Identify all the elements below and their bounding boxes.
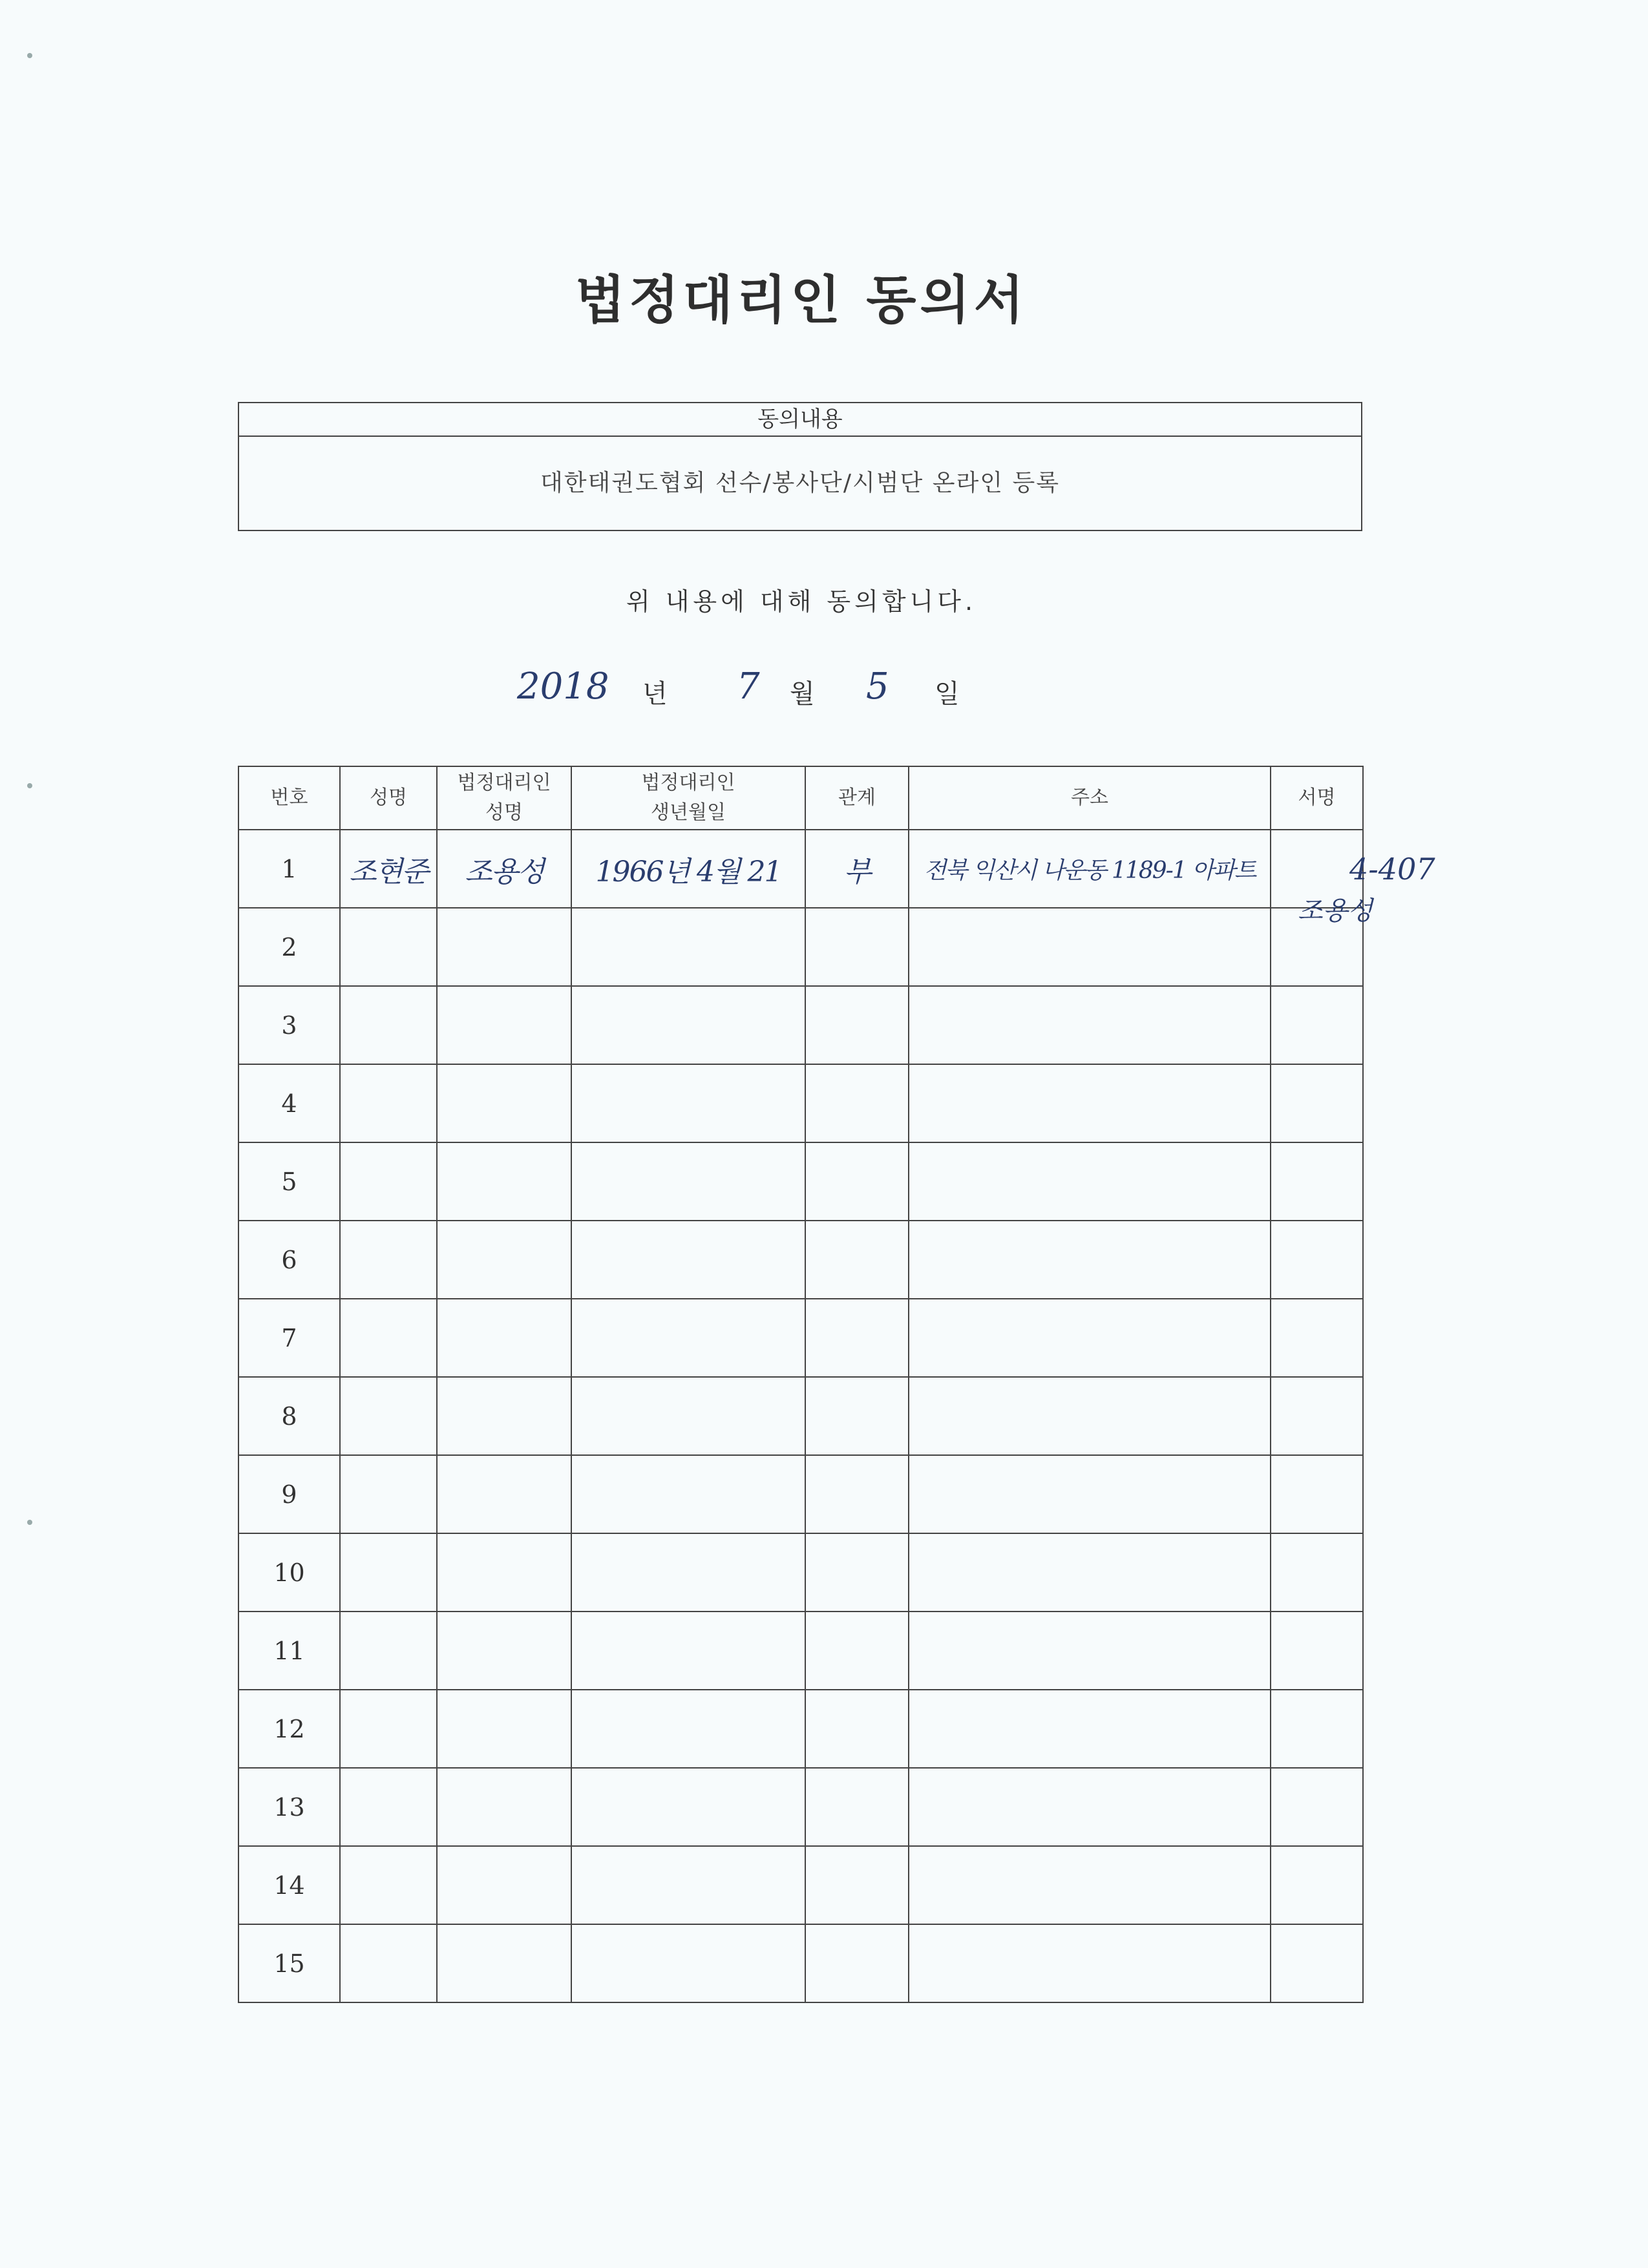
table-row [238,1690,1363,1768]
cell-guardian-name [437,1377,571,1455]
cell-guardian-name-text: 조용성 [465,855,544,888]
table-row [238,1299,1363,1377]
cell-name [340,1924,437,2002]
cell-relation [805,1064,909,1142]
header-guardian-birth [571,766,805,830]
cell-guardian-name [437,1064,571,1142]
table-row [238,1846,1363,1924]
cell-no: 9 [238,1455,340,1533]
cell-guardian-birth [571,1455,805,1533]
cell-signature [1271,986,1363,1064]
cell-guardian-birth [571,1846,805,1924]
cell-guardian-name [437,1612,571,1690]
cell-no: 1 [238,830,340,908]
cell-guardian-birth [571,1299,805,1377]
cell-name [340,1455,437,1533]
cell-relation [805,1377,909,1455]
cell-guardian-birth [571,1612,805,1690]
consent-heading: 동의내용 [239,403,1361,437]
header-address: 주소 [909,766,1271,830]
cell-signature [1271,1455,1363,1533]
table-row [238,1064,1363,1142]
date-year: 2018 [517,666,609,708]
cell-guardian-name [437,1299,571,1377]
signature-handwritten: 조용성 [1298,896,1373,926]
cell-address [909,1064,1271,1142]
cell-guardian-name [437,830,571,908]
cell-address [909,1924,1271,2002]
cell-address [909,1377,1271,1455]
cell-name-text: 조현준 [349,855,428,888]
cell-name [340,1690,437,1768]
cell-relation [805,1533,909,1612]
date-day: 5 [866,666,889,708]
cell-relation [805,830,909,908]
cell-guardian-name [437,986,571,1064]
cell-guardian-name [437,908,571,986]
document-title: 법정대리인 동의서 [575,270,1028,330]
scan-dot [27,783,32,788]
date-year-label: 년 [642,679,668,709]
cell-address [909,1299,1271,1377]
cell-relation [805,1142,909,1221]
cell-signature [1271,1612,1363,1690]
cell-relation [805,1455,909,1533]
cell-name [340,1533,437,1612]
cell-guardian-birth [571,1690,805,1768]
cell-address [909,1846,1271,1924]
cell-guardian-name [437,1533,571,1612]
table-row [238,1455,1363,1533]
cell-guardian-birth [571,1377,805,1455]
cell-no: 10 [238,1533,340,1612]
cell-relation [805,1221,909,1299]
table-row [238,986,1363,1064]
cell-name [340,1846,437,1924]
cell-no: 12 [238,1690,340,1768]
table-row [238,830,1363,908]
cell-relation [805,1924,909,2002]
cell-relation [805,1299,909,1377]
cell-guardian-name [437,1142,571,1221]
cell-guardian-birth [571,986,805,1064]
date-month: 7 [737,666,760,708]
cell-signature [1271,1768,1363,1846]
cell-address [909,986,1271,1064]
address-overflow-text: 4-407 [1349,852,1435,887]
cell-signature [1271,1064,1363,1142]
table-header-row [238,766,1363,830]
cell-no: 3 [238,986,340,1064]
cell-signature [1271,1924,1363,2002]
table-row [238,1377,1363,1455]
cell-guardian-birth [571,1064,805,1142]
cell-guardian-name [437,1455,571,1533]
consent-content: 대한태권도협회 선수/봉사단/시범단 온라인 등록 [540,470,1061,496]
cell-signature [1271,1690,1363,1768]
table-row [238,1612,1363,1690]
header-guardian-birth-line1: 법정대리인 [641,772,735,794]
header-guardian-birth-line2: 생년월일 [651,801,726,824]
table-row [238,1533,1363,1612]
header-guardian-name-line2: 성명 [485,801,523,824]
table-row [238,1768,1363,1846]
header-signature: 서명 [1271,766,1363,830]
cell-no: 4 [238,1064,340,1142]
cell-guardian-birth [571,1221,805,1299]
cell-name [340,1142,437,1221]
guardian-table [238,766,1364,2003]
cell-signature [1271,1377,1363,1455]
cell-address [909,1612,1271,1690]
cell-relation [805,1846,909,1924]
table-row [238,908,1363,986]
cell-guardian-name [437,1924,571,2002]
cell-address [909,1768,1271,1846]
cell-address [909,1142,1271,1221]
header-guardian-name [437,766,571,830]
cell-signature [1271,1142,1363,1221]
cell-name [340,1612,437,1690]
cell-address [909,830,1271,908]
cell-address [909,908,1271,986]
cell-signature [1271,1846,1363,1924]
cell-no: 13 [238,1768,340,1846]
agreement-text: 위 내용에 대해 동의합니다. [626,587,977,616]
cell-address [909,1533,1271,1612]
cell-relation [805,908,909,986]
header-no: 번호 [238,766,340,830]
cell-no: 2 [238,908,340,986]
header-name: 성명 [340,766,437,830]
table-row [238,1142,1363,1221]
scan-dot [27,53,32,58]
cell-name [340,1064,437,1142]
cell-name [340,830,437,908]
cell-no: 15 [238,1924,340,2002]
header-relation: 관계 [805,766,909,830]
date-month-label: 월 [790,679,815,709]
date-day-label: 일 [935,679,960,709]
cell-relation [805,1690,909,1768]
table-row [238,1924,1363,2002]
signature-overflow [1272,852,1543,936]
consent-box [238,402,1362,531]
cell-name [340,986,437,1064]
cell-guardian-birth [571,908,805,986]
header-guardian-name-line1: 법정대리인 [457,772,551,794]
cell-signature [1271,1299,1363,1377]
cell-signature [1271,1221,1363,1299]
cell-guardian-birth [571,830,805,908]
cell-relation-text: 부 [843,855,871,888]
cell-name [340,1768,437,1846]
cell-guardian-birth-text: 1966년 4월 21 [595,855,781,888]
cell-no: 14 [238,1846,340,1924]
cell-guardian-name [437,1221,571,1299]
cell-no: 6 [238,1221,340,1299]
cell-no: 5 [238,1142,340,1221]
cell-name [340,1221,437,1299]
table-row [238,1221,1363,1299]
cell-no: 11 [238,1612,340,1690]
cell-address [909,1690,1271,1768]
cell-guardian-name [437,1768,571,1846]
cell-relation [805,986,909,1064]
date-line [0,666,1648,724]
cell-guardian-birth [571,1142,805,1221]
scan-dot [27,1520,32,1525]
cell-no: 7 [238,1299,340,1377]
cell-guardian-name [437,1846,571,1924]
cell-guardian-name [437,1690,571,1768]
cell-name [340,908,437,986]
cell-address-text: 전북 익산시 나운동 1189-1 아파트 [924,857,1256,884]
cell-relation [805,1768,909,1846]
cell-guardian-birth [571,1533,805,1612]
cell-signature [1271,1533,1363,1612]
cell-address [909,1221,1271,1299]
cell-relation [805,1612,909,1690]
cell-address [909,1455,1271,1533]
cell-name [340,1377,437,1455]
cell-no: 8 [238,1377,340,1455]
cell-guardian-birth [571,1924,805,2002]
cell-name [340,1299,437,1377]
cell-guardian-birth [571,1768,805,1846]
